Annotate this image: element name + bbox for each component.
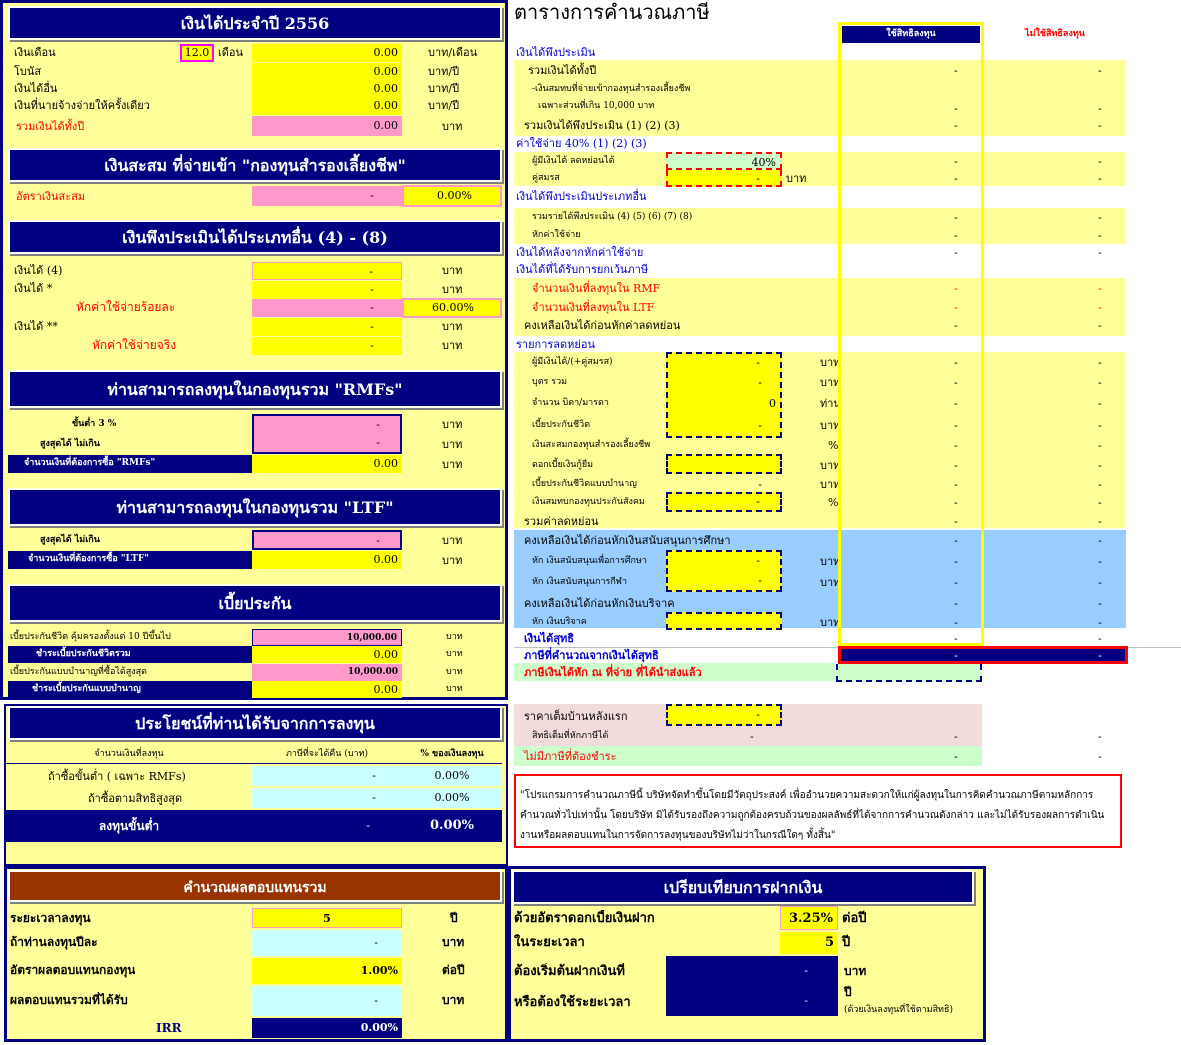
tax-col2-value: - [1098, 356, 1102, 369]
tax-edu: หัก เงินสนับสนุนเพื่อการศึกษา [532, 556, 647, 566]
house-deduct-dash2: - [954, 730, 958, 743]
other-income-unit: บาท/ปี [428, 82, 460, 95]
deposit-time-unit: ปี [844, 985, 852, 999]
tax-col-nouse: ไม่ใช้สิทธิลงทุน [1025, 29, 1085, 39]
tax-d-child-input[interactable]: - [758, 376, 762, 389]
tax-sport: หัก เงินสนับสนุนการกีฬา [532, 577, 628, 587]
tax-col1-value: - [954, 496, 958, 509]
rmf-min-label: ขั้นต่ำ 3 % [72, 419, 117, 429]
bonus-input[interactable]: 0.00 [252, 63, 402, 81]
ins-title: เบี้ยประกัน [8, 584, 502, 622]
tax-before-deduct: คงเหลือเงินได้ก่อนหักค่าลดหย่อน [524, 319, 681, 332]
return-invest-value: - [252, 930, 402, 956]
tax-assessable: รวมเงินได้พึงประเมิน (1) (2) (3) [524, 119, 680, 132]
actual-expense-unit: บาท [442, 339, 463, 352]
tax-u7: บาท [820, 478, 841, 491]
benefit-min-pct: 0.00% [402, 766, 502, 786]
tax-col2-value: - [1098, 119, 1102, 132]
tax-donate: หัก เงินบริจาค [532, 617, 587, 627]
tax-col2-value: - [1098, 397, 1102, 410]
tax-withheld: ภาษีเงินได้หัก ณ ที่จ่าย ที่ได้นำส่งแล้ว [524, 666, 702, 679]
ltf-buy-input[interactable]: 0.00 [252, 551, 402, 569]
tax-col2-value: - [1098, 478, 1102, 491]
tax-col1-value: - [954, 102, 958, 115]
tax-col2-value: - [1098, 649, 1102, 662]
pf-rate-label: อัตราเงินสะสม [16, 190, 86, 203]
life-ins-pay-label: ชำระเบี้ยประกันชีวิตรวม [8, 646, 252, 663]
tax-sec-deduct: รายการลดหย่อน [516, 338, 595, 351]
tax-spouse-input[interactable]: - [666, 170, 782, 187]
tax-col1-value: - [954, 229, 958, 242]
tax-sec-expense: ค่าใช้จ่าย 40% (1) (2) (3) [516, 137, 647, 150]
house-price-label: ราคาเต็มบ้านหลังแรก [524, 710, 628, 723]
tax-col2-value: - [1098, 496, 1102, 509]
disclaimer-note: "โปรแกรมการคำนวณภาษีนี้ บริษัทจัดทำขึ้นโดยมีวัตถุประสงค์ เพื่ออำนวยความสะดวกให้แก่ผู้ลงทุนในการคิดคำนวณภาษีตามหลักการคำนวณทั่วไปเท่านั้น โดยบริษัท มิได้รับรองถึงความถูกต้องครบถ้วนของผลลัพธ์ที่ได้จากการคำนวณดังกล่าว และไม่ได้รับรองผลการดำเนินงานหรือผลตอบแทนในการจัดการลงทุนของบริษัทไม่ว่าในกรณีใดๆ ทั้งสิ้น" [514, 774, 1122, 848]
rmf-min-value: - [252, 414, 402, 434]
house-deduct-dash1: - [750, 730, 754, 743]
tax-col1-value: - [954, 419, 958, 432]
tax-d-life-input[interactable]: - [758, 419, 762, 432]
deposit-period-label: ในระยะเวลา [514, 935, 585, 950]
benefit-max-tax: - [252, 788, 402, 808]
tax-col2-value: - [1098, 597, 1102, 610]
return-period-unit: ปี [450, 911, 458, 925]
house-price-input[interactable]: - [666, 704, 782, 726]
tax-d-pension-input[interactable]: - [758, 478, 762, 491]
income4-label: เงินได้ (4) [14, 264, 63, 277]
lump-sum-unit: บาท/ปี [428, 99, 460, 112]
deposit-rate-unit: ต่อปี [842, 911, 867, 926]
rmf-buy-label: จำนวนเงินที่ต้องการซื้อ "RMFs" [8, 455, 252, 473]
tax-sec-income: เงินได้พึงประเมิน [516, 46, 596, 59]
income-title: เงินได้ประจำปี 2556 [8, 6, 502, 40]
tax-col1-value: - [954, 246, 958, 259]
tax-col1-value: - [954, 555, 958, 568]
rmf-max-label: สูงสุดได้ ไม่เกิน [40, 439, 100, 449]
pf-rate-input[interactable]: 0.00% [402, 185, 502, 207]
benefit-head-tax: ภาษีที่จะได้คืน (บาท) [252, 746, 402, 764]
tax-d-interest: ดอกเบี้ยเงินกู้ยืม [532, 460, 594, 470]
tax-u6: บาท [820, 459, 841, 472]
income-2star-label: เงินได้ ** [14, 320, 58, 333]
tax-other-total: รวมรายได้พึงประเมิน (4) (5) (6) (7) (8) [532, 212, 693, 222]
tax-ltf-invest: จำนวนเงินที่ลงทุนใน LTF [532, 301, 655, 314]
tax-u8: % [828, 496, 839, 509]
tax-col2-value: - [1098, 459, 1102, 472]
expense-pct-label: หักค่าใช้จ่ายร้อยละ [76, 300, 176, 314]
tax-d-self: ผู้มีเงินได้/(+คู่สมรส) [532, 357, 613, 367]
tax-d-parent: จำนวน บิดา/มารดา [532, 398, 609, 408]
tax-u1: บาท [820, 356, 841, 369]
benefit-min-tax: - [252, 766, 402, 786]
no-tax-label: ไม่มีภาษีที่ต้องชำระ [524, 750, 617, 763]
deposit-rate-input[interactable]: 3.25% [780, 906, 838, 930]
pension-ins-pay-label: ชำระเบี้ยประกันแบบบำนาญ [8, 681, 252, 698]
tax-d-box-1[interactable]: - [666, 352, 782, 438]
tax-d-ss-input[interactable]: - [666, 492, 782, 512]
tax-col1-value: - [954, 64, 958, 77]
benefit-min-label: ถ้าซื้อขั้นต่ำ ( เฉพาะ RMFs) [48, 770, 186, 783]
tax-highlight-column [838, 22, 984, 646]
tax-col1-value: - [954, 534, 958, 547]
tax-computed: ภาษีที่คำนวณจากเงินได้สุทธิ [524, 649, 659, 662]
irr-label: IRR [156, 1021, 182, 1035]
tax-col2-value: - [1098, 229, 1102, 242]
tax-u4: บาท [820, 419, 841, 432]
house-deduct-dash3: - [1098, 730, 1102, 743]
income-star-input[interactable]: - [252, 281, 402, 299]
benefit-head-pct: % ของเงินลงทุน [402, 746, 502, 764]
income4-unit: บาท [442, 264, 463, 277]
return-total-unit: บาท [442, 993, 465, 1007]
tax-d-child: บุตร รวม [532, 377, 568, 387]
income-star-label: เงินได้ * [14, 282, 53, 295]
ltf-max-label: สูงสุดได้ ไม่เกิน [40, 535, 100, 545]
tax-col2-value: - [1098, 155, 1102, 168]
tax-col2-value: - [1098, 211, 1102, 224]
benefit-title: ประโยชน์ที่ท่านได้รับจากการลงทุน [8, 706, 502, 740]
tax-total-income: รวมเงินได้ทั้งปี [528, 64, 597, 77]
actual-expense-label: หักค่าใช้จ่ายจริง [92, 338, 177, 352]
income-star-unit: บาท [442, 283, 463, 296]
tax-u9: บาท [820, 555, 841, 568]
tax-col1-value: - [954, 597, 958, 610]
no-tax-dash: - [954, 750, 958, 763]
pf-rate-dash: - [252, 186, 402, 206]
tax-pf-excess: เฉพาะส่วนที่เกิน 10,000 บาท [538, 101, 655, 111]
tax-u2: บาท [820, 376, 841, 389]
tax-spouse-unit: บาท [786, 172, 807, 185]
tax-col1-value: - [954, 301, 958, 314]
tax-col1-value: - [954, 376, 958, 389]
life-ins-value: 10,000.00 [252, 629, 402, 646]
life-ins-label: เบี้ยประกันชีวิต คุ้มครองตั้งแต่ 10 ปีขึ้นไป [10, 632, 171, 642]
tax-col2-value: - [1098, 439, 1102, 452]
tax-col1-value: - [954, 282, 958, 295]
tax-col2-value: - [1098, 64, 1102, 77]
tax-u11: บาท [820, 616, 841, 629]
tax-col-use: ใช้สิทธิลงทุน [842, 26, 980, 43]
return-invest-label: ถ้าท่านลงทุนปีละ [10, 935, 98, 949]
rmf-title: ท่านสามารถลงทุนในกองทุนรวม "RMFs" [8, 370, 502, 408]
tax-col2-value: - [1098, 555, 1102, 568]
tax-total-deduct: รวมค่าลดหย่อน [524, 515, 599, 528]
tax-self-deduct-value: 40% [666, 152, 782, 170]
house-deduct-label: สิทธิเต็มที่หักภาษีได้ [532, 731, 609, 741]
deposit-start-value: - [666, 956, 838, 986]
return-rate-unit: ต่อปี [442, 963, 465, 977]
tax-col2-value: - [1098, 301, 1102, 314]
deposit-start-unit: บาท [844, 964, 867, 978]
pension-ins-label: เบี้ยประกันแบบบำนาญที่ซื้อได้สูงสุด [10, 667, 147, 677]
tax-self-deduct: ผู้มีเงินได้ ลดหย่อนได้ [532, 156, 615, 166]
benefit-max-pct: 0.00% [402, 788, 502, 808]
ltf-max-unit: บาท [442, 534, 463, 547]
benefit-invest-min-pct: 0.00% [402, 810, 502, 842]
ltf-title: ท่านสามารถลงทุนในกองทุนรวม "LTF" [8, 488, 502, 526]
rmf-min-unit: บาท [442, 418, 463, 431]
no-tax-dash2: - [1098, 750, 1102, 763]
other-income-input[interactable]: 0.00 [252, 80, 402, 98]
pension-ins-pay-unit: บาท [446, 684, 463, 694]
deposit-period-unit: ปี [842, 935, 851, 950]
tax-before-edu: คงเหลือเงินได้ก่อนหักเงินสนับสนุนการศึกษา [524, 534, 731, 547]
tax-sec-after-expense: เงินได้หลังจากหักค่าใช้จ่าย [516, 246, 644, 259]
tax-d-interest-input[interactable] [666, 454, 782, 474]
tax-col1-value: - [954, 649, 958, 662]
tax-d-life: เบี้ยประกันชีวิต [532, 420, 591, 430]
tax-net-income: เงินได้สุทธิ [524, 632, 575, 645]
tax-u5: % [828, 439, 839, 452]
tax-col1-value: - [954, 319, 958, 332]
deposit-time-label: หรือต้องใช้ระยะเวลา [514, 995, 631, 1010]
salary-unit: บาท/เดือน [428, 46, 478, 59]
rmf-max-value: - [252, 434, 402, 454]
tax-u10: บาท [820, 576, 841, 589]
pension-ins-unit: บาท [446, 667, 463, 677]
months-unit: เดือน [218, 46, 244, 59]
tax-donate-input[interactable] [666, 612, 782, 630]
benefit-invest-min-tax: - [252, 810, 402, 842]
deposit-time-note: (ด้วยเงินลงทุนที่ใช้ตามสิทธิ) [844, 1005, 953, 1015]
ltf-max-value: - [252, 530, 402, 550]
deposit-rate-label: ด้วยอัตราดอกเบี้ยเงินฝาก [514, 911, 655, 926]
tax-d-pension: เบี้ยประกันชีวิตแบบบำนาญ [532, 479, 637, 489]
tax-title: ตารางการคำนวณภาษี [514, 0, 710, 24]
tax-col1-value: - [954, 478, 958, 491]
tax-col2-value: - [1098, 534, 1102, 547]
tax-col1-value: - [954, 397, 958, 410]
salary-input[interactable]: 0.00 [252, 44, 402, 62]
salary-label: เงินเดือน [14, 46, 56, 59]
benefit-invest-min-label: ลงทุนขั้นต่ำ [6, 810, 252, 842]
bonus-unit: บาท/ปี [428, 65, 460, 78]
benefit-head-amount: จำนวนเงินที่ลงทุน [6, 746, 252, 764]
return-total-value: - [252, 986, 402, 1016]
lump-sum-label: เงินที่นายจ้างจ่ายให้ครั้งเดียว [14, 99, 150, 112]
tax-col1-value: - [954, 172, 958, 185]
other-title: เงินพึงประเมินได้ประเภทอื่น (4) - (8) [8, 220, 502, 254]
tax-col1-value: - [954, 155, 958, 168]
irr-value: 0.00% [252, 1018, 402, 1038]
life-ins-pay-unit: บาท [446, 649, 463, 659]
tax-withheld-box [836, 664, 982, 682]
tax-sport-input[interactable]: - [758, 574, 762, 587]
tax-d-parent-input[interactable]: 0 [769, 397, 776, 410]
tax-edu-input[interactable]: - [666, 550, 782, 592]
deposit-start-label: ต้องเริ่มต้นฝากเงินที่ [514, 964, 625, 979]
return-period-label: ระยะเวลาลงทุน [10, 911, 91, 925]
return-rate-label: อัตราผลตอบแทนกองทุน [10, 963, 136, 977]
rmf-buy-input[interactable]: 0.00 [252, 455, 402, 473]
deposit-period-input[interactable]: 5 [780, 932, 838, 954]
return-invest-unit: บาท [442, 935, 465, 949]
tax-col2-value: - [1098, 319, 1102, 332]
return-total-label: ผลตอบแทนรวมที่ได้รับ [10, 993, 128, 1007]
rmf-max-unit: บาท [442, 438, 463, 451]
tax-col2-value: - [1098, 515, 1102, 528]
benefit-max-label: ถ้าซื้อตามสิทธิสูงสุด [88, 792, 183, 805]
deposit-title: เปรียบเทียบการฝากเงิน [512, 870, 974, 904]
return-period-input[interactable]: 5 [252, 908, 402, 928]
tax-col1-value: - [954, 632, 958, 645]
other-income-label: เงินได้อื่น [14, 82, 58, 95]
total-income-value: 0.00 [252, 116, 402, 136]
tax-col1-value: - [954, 211, 958, 224]
tax-col1-value: - [954, 119, 958, 132]
tax-col2-value: - [1098, 102, 1102, 115]
lump-sum-input[interactable]: 0.00 [252, 97, 402, 115]
tax-d-pf: เงินสะสมกองทุนสำรองเลี้ยงชีพ [532, 440, 651, 450]
tax-col1-value: - [954, 576, 958, 589]
tax-col2-value: - [1098, 576, 1102, 589]
pension-ins-value: 10,000.00 [252, 664, 402, 681]
tax-col2-value: - [1098, 376, 1102, 389]
life-ins-unit: บาท [446, 632, 463, 642]
tax-col2-value: - [1098, 172, 1102, 185]
expense-pct-input[interactable]: 60.00% [402, 298, 502, 318]
tax-col1-value: - [954, 459, 958, 472]
tax-col1-value: - [954, 616, 958, 629]
return-title: คำนวณผลตอบแทนรวม [8, 870, 502, 902]
tax-col2-value: - [1098, 246, 1102, 259]
tax-result-row [838, 646, 1128, 664]
tax-pf-contrib: -เงินสมทบที่จ่ายเข้ากองทุนสำรองเลี้ยงชีพ [532, 84, 691, 94]
tax-u3: ท่าน [820, 397, 841, 410]
tax-col2-value: - [1098, 282, 1102, 295]
tax-col1-value: - [954, 439, 958, 452]
rmf-buy-unit: บาท [442, 458, 463, 471]
actual-expense-input[interactable]: - [252, 337, 402, 355]
tax-col1-value: - [954, 515, 958, 528]
tax-col1-value: - [954, 356, 958, 369]
income-2star-unit: บาท [442, 320, 463, 333]
tax-rmf-invest: จำนวนเงินที่ลงทุนใน RMF [532, 282, 661, 295]
tax-d-ss: เงินสมทบกองทุนประกันสังคม [532, 497, 645, 507]
tax-spouse: คู่สมรส [532, 173, 560, 183]
bonus-label: โบนัส [14, 65, 42, 78]
months-input[interactable]: 12.0 [180, 44, 214, 62]
tax-sec-other: เงินได้พึงประเมินประเภทอื่น [516, 190, 647, 203]
life-ins-pay-input[interactable]: 0.00 [252, 646, 402, 663]
tax-col2-value: - [1098, 419, 1102, 432]
pf-title: เงินสะสม ที่จ่ายเข้า "กองทุนสำรองเลี้ยงชีพ" [8, 148, 502, 182]
ltf-buy-label: จำนวนเงินที่ต้องการซื้อ "LTF" [8, 551, 252, 569]
income-2star-input[interactable]: - [252, 318, 402, 336]
tax-col2-value: - [1098, 616, 1102, 629]
ltf-buy-unit: บาท [442, 554, 463, 567]
tax-col2-value: - [1098, 632, 1102, 645]
total-income-unit: บาท [442, 120, 463, 133]
income4-input[interactable]: - [252, 262, 402, 280]
tax-sec-exempt: เงินได้ที่ได้รับการยกเว้นภาษี [516, 263, 649, 276]
expense-pct-dash: - [252, 299, 402, 317]
pension-ins-pay-input[interactable]: 0.00 [252, 681, 402, 698]
tax-other-expense: หักค่าใช้จ่าย [532, 230, 581, 240]
tax-before-donate: คงเหลือเงินได้ก่อนหักเงินบริจาค [524, 597, 675, 610]
return-rate-input[interactable]: 1.00% [252, 958, 402, 984]
total-income-label: รวมเงินได้ทั้งปี [16, 120, 85, 133]
deposit-time-value: - [666, 986, 838, 1016]
